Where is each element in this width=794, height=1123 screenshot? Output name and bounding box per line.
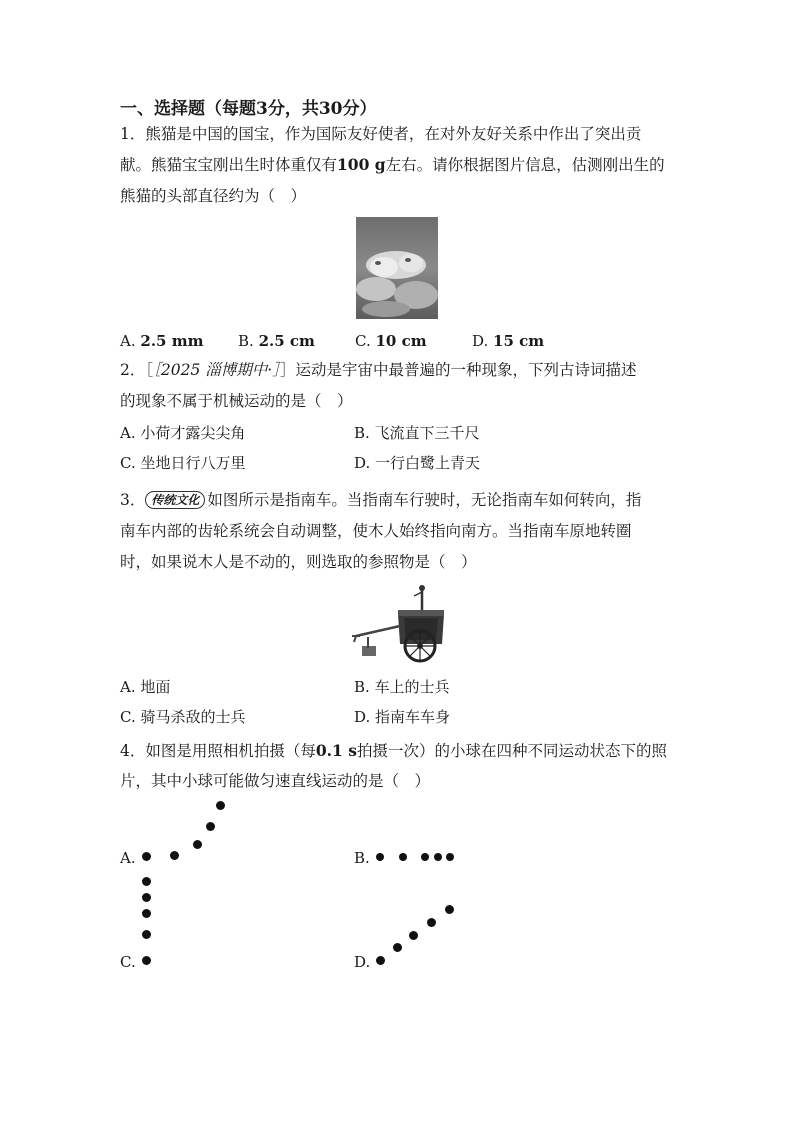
q4-option-b-label[interactable]: B. — [354, 849, 370, 867]
q2-option-b[interactable]: B. 飞流直下三千尺 — [354, 424, 480, 442]
q4-option-a-label[interactable]: A. — [120, 849, 136, 867]
ball-dot — [376, 956, 385, 965]
q3-option-d[interactable]: D. 指南车车身 — [354, 708, 451, 726]
ball-dot — [427, 918, 436, 927]
ball-dot — [193, 840, 202, 849]
q4-line1 — [120, 741, 667, 761]
ball-dot — [142, 852, 151, 861]
q3-option-a[interactable]: A. 地面 — [120, 678, 171, 696]
q2-line1 — [120, 360, 636, 380]
q2-source: ［2025 淄博期中·］ — [153, 361, 280, 379]
q3-line1 — [120, 490, 641, 510]
q4-interval-value: 0.1 s — [315, 741, 357, 760]
q2-option-a[interactable]: A. 小荷才露尖尖角 — [120, 424, 246, 442]
ball-dot — [376, 853, 384, 861]
q4-option-c-label[interactable]: C. — [120, 953, 136, 971]
ball-dot — [142, 909, 151, 918]
q1-line2 — [120, 155, 665, 175]
ball-dot — [393, 943, 402, 952]
ball-dot — [421, 853, 429, 861]
q3-option-c[interactable]: C. 骑马杀敌的士兵 — [120, 708, 246, 726]
q3-line1-text: 如图所示是指南车。当指南车行驶时，无论指南车如何转向，指 — [207, 491, 642, 509]
ball-dot — [409, 931, 418, 940]
q2-line1-text: ］运动是宇宙中最普遍的一种现象，下列古诗词描述 — [279, 361, 637, 379]
q2-line2: 的现象不属于机械运动的是（ ） — [120, 392, 353, 410]
q2-option-d[interactable]: D. 一行白鹭上青天 — [354, 454, 481, 472]
ball-dot — [445, 905, 454, 914]
ball-dot — [399, 853, 407, 861]
ball-dot — [142, 877, 151, 886]
ball-dot — [216, 801, 225, 810]
south-pointing-chariot-image — [348, 582, 452, 668]
q1-line1: 1．熊猫是中国的国宝，作为国际友好使者，在对外友好关系中作出了突出贡 — [120, 125, 642, 143]
ball-dot — [142, 893, 151, 902]
q1-line3: 熊猫的头部直径约为（ ） — [120, 187, 307, 205]
q4-option-d-label[interactable]: D. — [354, 953, 371, 971]
q2-option-c[interactable]: C. 坐地日行八万里 — [120, 454, 246, 472]
q1-option-d[interactable]: D. 15 cm — [472, 332, 545, 350]
ball-dot — [142, 956, 151, 965]
section-title: 一、选择题（每题3分，共30分） — [120, 99, 377, 119]
q4-line1-text-a: 4．如图是用照相机拍摄（每 — [120, 742, 316, 760]
panda-photo — [356, 217, 438, 319]
ball-dot — [206, 822, 215, 831]
q1-weight-value: 100 g — [337, 155, 386, 174]
traditional-culture-badge: 传统文化 — [145, 491, 205, 509]
q1-option-c[interactable]: C. 10 cm — [355, 332, 427, 350]
ball-dot — [446, 853, 454, 861]
q4-line2: 片，其中小球可能做匀速直线运动的是（ ） — [120, 772, 431, 790]
ball-dot — [434, 853, 442, 861]
q1-line2-text-a: 献。熊猫宝宝刚出生时体重仅有 — [120, 156, 338, 174]
q3-option-b[interactable]: B. 车上的士兵 — [354, 678, 450, 696]
q1-option-b[interactable]: B. 2.5 cm — [238, 332, 315, 350]
q4-line1-text-c: 拍摄一次）的小球在四种不同运动状态下的照 — [356, 742, 667, 760]
q2-number: 2．［ — [120, 361, 154, 379]
ball-dot — [142, 930, 151, 939]
q1-line2-text-c: 左右。请你根据图片信息，估测刚出生的 — [385, 156, 665, 174]
q1-option-a[interactable]: A. 2.5 mm — [120, 332, 204, 350]
q3-line2: 南车内部的齿轮系统会自动调整，使木人始终指向南方。当指南车原地转圈 — [120, 522, 632, 540]
q3-line3: 时，如果说木人是不动的，则选取的参照物是（ ） — [120, 553, 477, 571]
q3-number: 3． — [120, 491, 146, 509]
ball-dot — [170, 851, 179, 860]
